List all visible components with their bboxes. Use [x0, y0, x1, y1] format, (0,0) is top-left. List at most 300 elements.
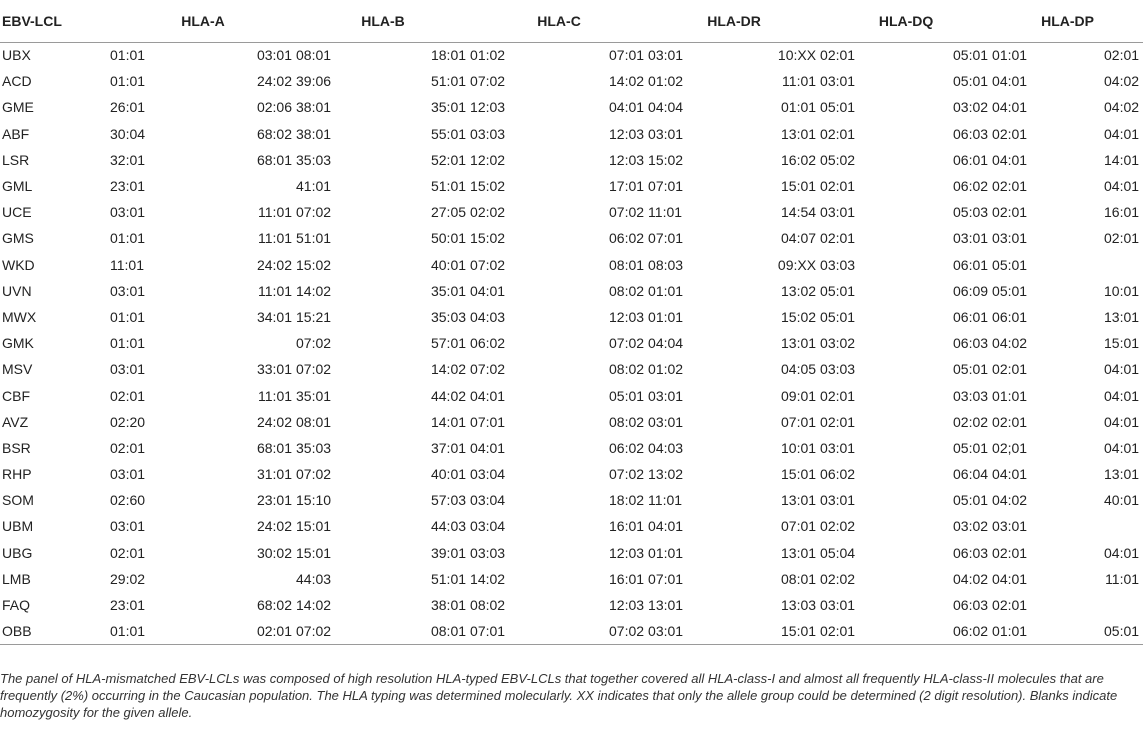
cell-ebv-lcl: LSR — [2, 151, 30, 168]
table-row — [0, 199, 1143, 225]
cell-allele: 38:01 — [296, 125, 332, 142]
cell-allele: 02:01 — [992, 204, 1028, 221]
cell-allele: 68:02 — [256, 125, 293, 142]
cell-allele: 52:01 — [430, 151, 467, 168]
table-row — [0, 121, 1143, 147]
header-hla-dp: HLA-DP — [992, 0, 1143, 42]
cell-allele: 31:01 — [256, 466, 293, 483]
cell-allele: 06:02 — [953, 178, 989, 195]
cell-ebv-lcl: UBM — [2, 518, 34, 535]
table-row — [0, 356, 1143, 382]
cell-allele: 11:01 — [258, 230, 293, 247]
cell-allele: 01:02 — [648, 73, 684, 90]
cell-allele: 02:01 — [110, 544, 146, 561]
cell-allele: 03:01 — [953, 230, 989, 247]
cell-allele: 24:02 — [256, 518, 293, 535]
cell-allele: 51:01 — [430, 73, 467, 90]
cell-allele: 33:01 — [256, 361, 293, 378]
cell-allele: 04:03 — [648, 439, 684, 456]
cell-allele — [1080, 592, 1143, 618]
cell-ebv-lcl: ACD — [2, 73, 32, 90]
cell-allele: 02:20 — [110, 413, 146, 430]
cell-allele: 08:03 — [648, 256, 684, 273]
cell-allele: 04:02 — [992, 335, 1028, 352]
cell-allele: 03:01 — [820, 439, 856, 456]
cell-allele: 02:06 — [256, 99, 293, 116]
cell-allele: 06:02 — [470, 335, 506, 352]
cell-allele: 03:02 — [820, 335, 856, 352]
cell-allele: 05:01 — [953, 439, 989, 456]
cell-allele: 15:10 — [296, 492, 332, 509]
table-body — [0, 42, 1143, 644]
cell-allele: 07:01 — [648, 570, 684, 587]
cell-allele: 05:01 — [953, 47, 989, 64]
cell-allele: 04:01 — [609, 99, 645, 116]
cell-allele: 04:01 — [992, 466, 1028, 483]
cell-allele: 06:02 — [908, 618, 992, 644]
cell-allele: 04:01 — [648, 518, 684, 535]
cell-allele: 10:01 — [781, 439, 817, 456]
cell-allele: 15:01 — [296, 518, 332, 535]
cell-allele: 04:02 — [992, 492, 1028, 509]
cell-allele: 03:01 — [820, 597, 856, 614]
cell-allele: 05:01 — [820, 308, 856, 325]
cell-allele: 35:03 — [296, 151, 332, 168]
cell-allele: 03:01 — [648, 47, 684, 64]
cell-allele: 24:02 — [256, 256, 293, 273]
cell-allele: 03:01 — [110, 466, 146, 483]
cell-allele: 08:01 — [781, 570, 817, 587]
cell-allele: 02:01 — [992, 178, 1028, 195]
cell-allele: 08:02 — [609, 282, 645, 299]
cell-allele: 12:03 — [609, 125, 645, 142]
cell-allele: 27:05 — [430, 204, 467, 221]
cell-allele: 04:04 — [648, 335, 684, 352]
cell-allele: 30:04 — [110, 125, 146, 142]
cell-allele: 37:01 — [430, 439, 467, 456]
table-row — [0, 592, 1143, 618]
table-row — [0, 409, 1143, 435]
cell-allele: 04:01 — [1104, 178, 1140, 195]
cell-allele: 02:01 — [820, 618, 908, 644]
cell-allele: 04:01 — [992, 151, 1028, 168]
cell-allele: 13:02 — [648, 466, 684, 483]
cell-allele: 04:01 — [1104, 544, 1140, 561]
cell-allele: 05:01 — [820, 282, 856, 299]
cell-allele: 50:01 — [430, 230, 467, 247]
cell-allele: 04:01 — [470, 439, 506, 456]
cell-allele: 02:01 — [992, 544, 1028, 561]
cell-allele: 06:03 — [953, 597, 989, 614]
cell-allele: 02:02 — [953, 413, 989, 430]
cell-allele: 15:21 — [296, 308, 332, 325]
cell-allele: 05:01 — [953, 492, 989, 509]
cell-allele: 51:01 — [430, 178, 467, 195]
cell-allele: 03:01 — [648, 125, 684, 142]
cell-allele: 15:01 — [781, 466, 817, 483]
cell-allele: 04:02 — [953, 570, 989, 587]
cell-allele: 03:02 — [953, 99, 989, 116]
cell-ebv-lcl: OBB — [0, 618, 110, 644]
table-row — [0, 513, 1143, 539]
cell-allele: 08:01 — [384, 618, 470, 644]
cell-allele: 05:01 — [953, 73, 989, 90]
cell-allele: 01:01 — [110, 73, 146, 90]
cell-allele: 03:01 — [820, 204, 856, 221]
cell-allele: 03:01 — [110, 282, 146, 299]
cell-allele: 07:02 — [470, 256, 506, 273]
cell-allele: 05:01 — [609, 387, 645, 404]
header-hla-c: HLA-C — [470, 0, 648, 42]
cell-allele: 26:01 — [110, 99, 146, 116]
cell-allele: 01:01 — [992, 387, 1028, 404]
cell-allele: 03:01 — [820, 492, 856, 509]
cell-allele: 03:04 — [470, 466, 506, 483]
cell-allele: 11:01 — [258, 387, 293, 404]
cell-allele: 68:01 — [256, 439, 293, 456]
cell-allele: 07:01 — [648, 230, 684, 247]
cell-allele: 12:02 — [470, 151, 506, 168]
cell-allele: 14:02 — [296, 282, 332, 299]
cell-allele: 05:01 — [953, 361, 989, 378]
cell-allele: 14:02 — [609, 73, 645, 90]
cell-allele: 13:01 — [781, 335, 817, 352]
cell-allele: 06:01 — [953, 151, 989, 168]
cell-allele: 34:01 — [256, 308, 293, 325]
table-footnote: The panel of HLA-mismatched EBV-LCLs was composed of high resolution HLA-typed EBV-LCLs that together covered all HLA-class-I and almost all frequently HLA-class-II molecules that are frequently (2%) occurring in the Caucasian population. The HLA typing was determined molecularly. XX indicates that only the allele group could be determined (2 digit resolution). Blanks indicate homozygosity for the given allele. — [0, 671, 1118, 720]
cell-allele: 15:02 — [648, 151, 684, 168]
cell-allele: 38:01 — [430, 597, 467, 614]
cell-allele: 09:XX — [777, 256, 817, 273]
cell-allele: 04:07 — [781, 230, 817, 247]
cell-allele: 13:01 — [781, 492, 817, 509]
cell-allele: 12:03 — [609, 597, 645, 614]
cell-allele: 38:01 — [296, 99, 332, 116]
cell-allele: 04:01 — [1104, 413, 1140, 430]
cell-allele: 05:01 — [992, 256, 1028, 273]
cell-allele: 30:02 — [256, 544, 293, 561]
cell-allele: 10:01 — [1104, 282, 1140, 299]
cell-allele: 14:02 — [470, 570, 506, 587]
header-hla-a: HLA-A — [110, 0, 296, 42]
cell-ebv-lcl: RHP — [2, 466, 32, 483]
cell-allele: 07:02 — [296, 618, 384, 644]
cell-allele: 03:01 — [110, 518, 146, 535]
cell-allele: 06:09 — [953, 282, 989, 299]
table-row — [0, 42, 1143, 68]
table-row — [0, 252, 1143, 278]
cell-allele: 39:01 — [430, 544, 467, 561]
cell-allele: 03:03 — [820, 256, 856, 273]
cell-allele: 08:02 — [470, 597, 506, 614]
table-row — [0, 618, 1143, 644]
cell-allele: 16:02 — [781, 151, 817, 168]
cell-allele: 03:03 — [820, 361, 856, 378]
cell-allele: 05:01 — [820, 99, 856, 116]
cell-allele: 08:02 — [609, 361, 645, 378]
cell-allele: 07:01 — [781, 413, 817, 430]
cell-ebv-lcl: GML — [2, 178, 33, 195]
cell-allele: 01:01 — [992, 618, 1080, 644]
cell-allele: 01:01 — [781, 99, 817, 116]
cell-allele: 15:01 — [781, 178, 817, 195]
cell-allele: 05:04 — [820, 544, 856, 561]
cell-allele: 11:01 — [782, 73, 817, 90]
cell-allele: 05:03 — [953, 204, 989, 221]
cell-ebv-lcl: BSR — [2, 439, 31, 456]
cell-allele: 12:03 — [609, 544, 645, 561]
cell-ebv-lcl: ABF — [2, 125, 30, 142]
cell-allele: 02;01 — [992, 439, 1028, 456]
cell-allele: 04:01 — [1104, 125, 1140, 142]
cell-allele: 16:01 — [609, 570, 645, 587]
cell-allele: 02:01 — [1104, 47, 1140, 64]
cell-allele: 07:02 — [296, 361, 332, 378]
cell-allele: 07:02 — [609, 335, 645, 352]
cell-ebv-lcl: MWX — [2, 308, 37, 325]
cell-allele: 13:01 — [1104, 308, 1140, 325]
cell-allele: 23:01 — [110, 597, 146, 614]
cell-allele: 02:01 — [820, 413, 856, 430]
cell-ebv-lcl: MSV — [2, 361, 33, 378]
cell-allele: 01:01 — [648, 544, 684, 561]
cell-allele: 04:01 — [992, 99, 1028, 116]
cell-ebv-lcl: UBX — [2, 47, 31, 64]
cell-allele: 03:01 — [110, 361, 146, 378]
cell-allele: 07:01 — [781, 518, 817, 535]
cell-allele: 01:01 — [110, 335, 146, 352]
cell-allele: 02:02 — [820, 518, 856, 535]
cell-allele: 03:01 — [648, 618, 736, 644]
cell-allele: 04:01 — [470, 282, 506, 299]
cell-allele: 14:54 — [781, 204, 817, 221]
cell-allele: 44:02 — [430, 387, 467, 404]
cell-allele: 13:01 — [781, 125, 817, 142]
table-row — [0, 68, 1143, 94]
cell-ebv-lcl: LMB — [2, 570, 31, 587]
cell-allele: 11:01 — [648, 492, 683, 509]
cell-allele: 07:02 — [558, 618, 648, 644]
cell-allele: 02:01 — [110, 439, 146, 456]
cell-allele: 04:01 — [992, 570, 1028, 587]
cell-allele: 07:02 — [470, 361, 506, 378]
table-row — [0, 147, 1143, 173]
cell-allele: 17:01 — [609, 178, 645, 195]
table-row — [0, 566, 1143, 592]
table-row — [0, 94, 1143, 120]
cell-allele: 40:01 — [430, 256, 467, 273]
table-row — [0, 435, 1143, 461]
cell-allele: 08:01 — [296, 47, 332, 64]
cell-ebv-lcl: GME — [2, 99, 34, 116]
cell-allele: 07:02 — [609, 204, 645, 221]
cell-allele: 13:01 — [781, 544, 817, 561]
cell-allele: 07:02 — [296, 204, 332, 221]
cell-allele: 02:60 — [110, 492, 146, 509]
cell-allele: 08:01 — [609, 256, 645, 273]
cell-allele: 02:01 — [992, 125, 1028, 142]
cell-allele: 06:01 — [992, 308, 1028, 325]
cell-allele: 03:01 — [256, 47, 293, 64]
cell-allele: 57:03 — [430, 492, 467, 509]
cell-allele — [198, 173, 296, 199]
table-row — [0, 173, 1143, 199]
table-row — [0, 461, 1143, 487]
cell-allele — [1080, 252, 1143, 278]
header-hla-b: HLA-B — [296, 0, 470, 42]
cell-allele: 03:01 — [648, 413, 684, 430]
cell-allele: 03:01 — [992, 518, 1028, 535]
cell-allele: 01:01 — [110, 47, 146, 64]
cell-allele: 18:01 — [430, 47, 467, 64]
cell-allele: 04:01 — [992, 73, 1028, 90]
cell-allele: 02:01 — [820, 125, 856, 142]
cell-allele: 06:02 — [820, 466, 856, 483]
header-hla-dr: HLA-DR — [648, 0, 820, 42]
cell-allele: 55:01 — [430, 125, 467, 142]
cell-allele: 44:03 — [296, 570, 332, 587]
cell-allele: 01:01 — [110, 308, 146, 325]
cell-allele: 13:03 — [781, 597, 817, 614]
cell-allele: 05:01 — [1080, 618, 1143, 644]
cell-ebv-lcl: CBF — [2, 387, 30, 404]
cell-allele: 01:01 — [110, 618, 198, 644]
cell-allele: 06:03 — [953, 125, 989, 142]
cell-allele: 02:01 — [992, 361, 1028, 378]
cell-allele: 23:01 — [256, 492, 293, 509]
cell-allele: 02:01 — [820, 47, 856, 64]
cell-allele: 02:01 — [820, 178, 856, 195]
cell-allele: 07:02 — [470, 73, 506, 90]
cell-ebv-lcl: GMK — [2, 335, 34, 352]
cell-allele: 68:01 — [256, 151, 293, 168]
cell-allele: 02:01 — [820, 387, 856, 404]
cell-allele: 44:03 — [430, 518, 467, 535]
cell-allele: 07:02 — [609, 466, 645, 483]
cell-allele: 03:04 — [470, 492, 506, 509]
table-header-row — [0, 0, 1143, 42]
cell-allele: 03:01 — [648, 387, 684, 404]
cell-allele: 11:01 — [258, 282, 293, 299]
cell-ebv-lcl: GMS — [2, 230, 34, 247]
cell-allele: 02:02 — [820, 570, 856, 587]
cell-allele: 40:01 — [1104, 492, 1140, 509]
cell-allele: 08:02 — [609, 413, 645, 430]
cell-allele: 10:XX — [777, 47, 817, 64]
cell-ebv-lcl: FAQ — [2, 597, 31, 614]
cell-allele: 07:01 — [648, 178, 684, 195]
cell-allele: 24:02 — [256, 73, 293, 90]
cell-allele: 57:01 — [430, 335, 467, 352]
cell-allele: 07:01 — [470, 413, 506, 430]
cell-allele: 29:02 — [110, 570, 146, 587]
cell-allele: 06:04 — [953, 466, 989, 483]
cell-allele — [198, 566, 296, 592]
cell-allele: 01:01 — [648, 308, 684, 325]
cell-allele: 15:01 — [736, 618, 820, 644]
cell-allele: 03:01 — [992, 230, 1028, 247]
cell-allele: 11:01 — [258, 204, 293, 221]
cell-allele: 04:04 — [648, 99, 684, 116]
cell-allele: 15:02 — [781, 308, 817, 325]
cell-allele: 12:03 — [609, 151, 645, 168]
cell-allele: 11:01 — [110, 256, 144, 273]
cell-allele: 07:02 — [296, 466, 332, 483]
cell-allele: 08:01 — [296, 413, 332, 430]
header-ebv-lcl: EBV-LCL — [0, 0, 110, 42]
cell-allele: 07:02 — [296, 335, 332, 352]
cell-allele: 04:01 — [1104, 387, 1140, 404]
cell-allele: 03:04 — [470, 518, 506, 535]
cell-allele: 15:02 — [470, 230, 506, 247]
table-row — [0, 540, 1143, 566]
cell-allele: 02:01 — [198, 618, 296, 644]
cell-allele: 13:01 — [648, 597, 684, 614]
cell-allele: 07:01 — [609, 47, 645, 64]
cell-allele: 01:01 — [992, 47, 1028, 64]
cell-allele: 03:01 — [110, 204, 146, 221]
cell-allele — [198, 330, 296, 356]
cell-allele: 35:01 — [430, 99, 467, 116]
cell-allele: 41:01 — [296, 178, 332, 195]
cell-allele: 04:01 — [470, 387, 506, 404]
cell-allele: 11:01 — [1105, 570, 1140, 587]
header-hla-dq: HLA-DQ — [820, 0, 992, 42]
table-row — [0, 278, 1143, 304]
cell-allele: 02:01 — [110, 387, 146, 404]
cell-allele: 35:03 — [430, 308, 467, 325]
cell-ebv-lcl: WKD — [2, 256, 35, 273]
cell-allele: 03:03 — [470, 544, 506, 561]
table-row — [0, 382, 1143, 408]
cell-allele: 39:06 — [296, 73, 332, 90]
cell-allele — [1080, 513, 1143, 539]
table-row — [0, 330, 1143, 356]
cell-allele: 35:03 — [296, 439, 332, 456]
cell-allele: 23:01 — [110, 178, 146, 195]
cell-allele: 01:02 — [470, 47, 506, 64]
cell-allele: 15:02 — [296, 256, 332, 273]
cell-allele: 02:01 — [992, 597, 1028, 614]
cell-allele: 18:02 — [609, 492, 645, 509]
table-row — [0, 225, 1143, 251]
cell-allele: 06:03 — [953, 544, 989, 561]
cell-allele: 06:01 — [953, 256, 989, 273]
cell-ebv-lcl: SOM — [2, 492, 34, 509]
cell-allele: 03:02 — [953, 518, 989, 535]
cell-allele: 13:02 — [781, 282, 817, 299]
cell-allele: 07:01 — [470, 618, 558, 644]
cell-allele: 03:03 — [953, 387, 989, 404]
cell-allele: 01:01 — [648, 282, 684, 299]
cell-allele: 15:01 — [296, 544, 332, 561]
cell-allele: 15:02 — [470, 178, 506, 195]
cell-allele: 14:02 — [430, 361, 467, 378]
cell-allele: 14:02 — [296, 597, 332, 614]
cell-allele: 04:01 — [1104, 361, 1140, 378]
cell-ebv-lcl: AVZ — [2, 413, 29, 430]
cell-allele: 05:01 — [992, 282, 1028, 299]
cell-allele: 14:01 — [1104, 151, 1140, 168]
cell-allele: 35:01 — [296, 387, 332, 404]
cell-ebv-lcl: UVN — [2, 282, 32, 299]
cell-allele: 04:05 — [781, 361, 817, 378]
table-row — [0, 304, 1143, 330]
cell-allele: 04:02 — [1104, 99, 1140, 116]
cell-allele: 14:01 — [430, 413, 467, 430]
cell-allele: 04:03 — [470, 308, 506, 325]
cell-allele: 02:01 — [992, 413, 1028, 430]
